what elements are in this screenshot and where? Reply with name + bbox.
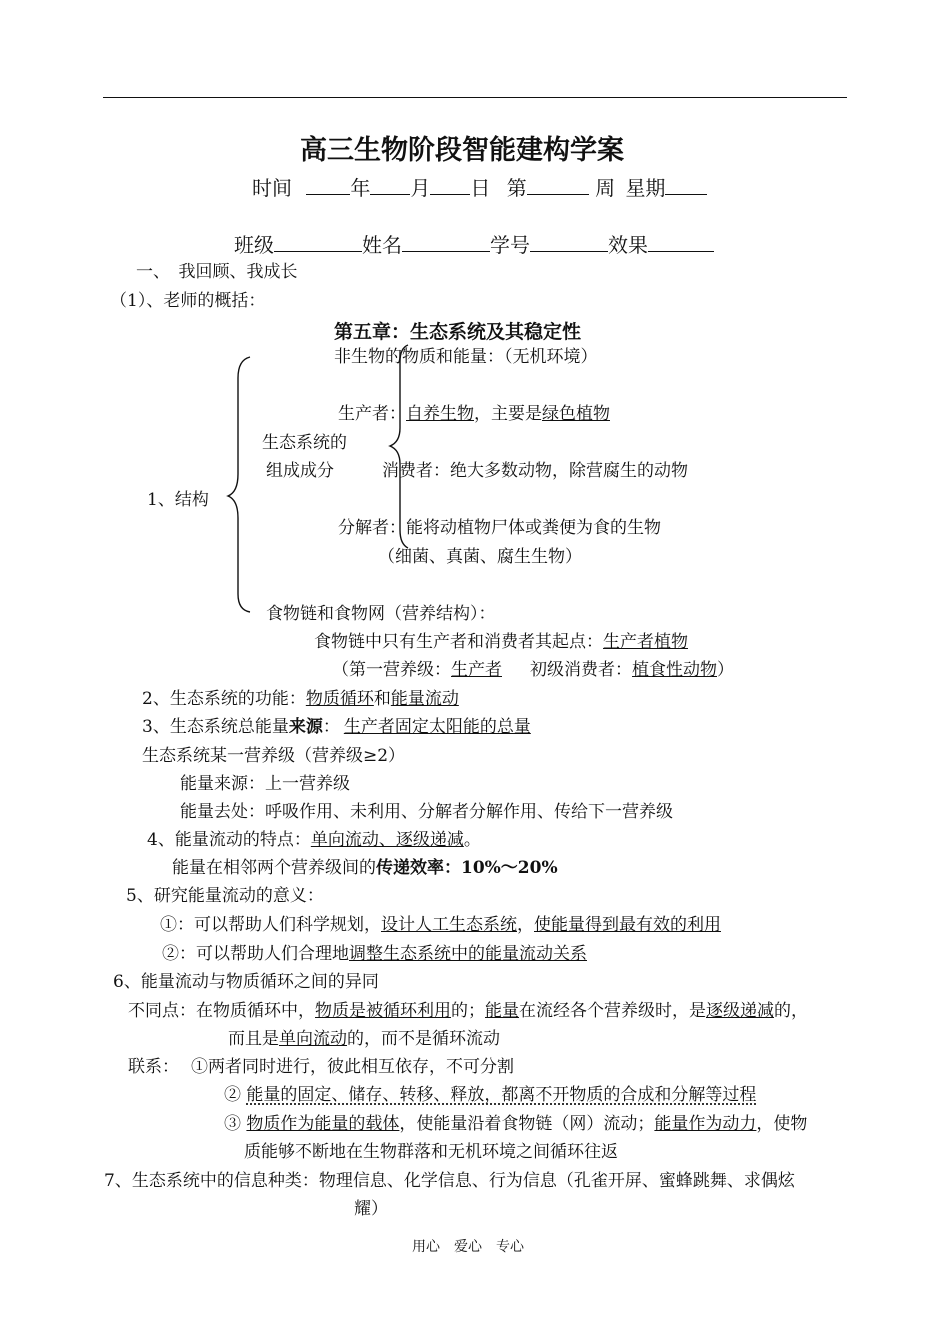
energy-input-line: 能量来源：上一营养级: [180, 774, 350, 794]
diff-mid-2: 在流经各个营养级时，是: [519, 1001, 706, 1021]
page-title: 高三生物阶段智能建构学案: [300, 135, 624, 166]
link-label: 联系：: [128, 1057, 179, 1077]
diff-line-2: [228, 1029, 500, 1049]
link-3-end: ，使物: [756, 1114, 808, 1134]
name-label: 姓名: [362, 233, 402, 257]
meaning-1-mid: ，: [517, 915, 534, 935]
diff-text: 不同点：在物质循环中，: [128, 1001, 315, 1021]
meaning-2: [162, 944, 587, 964]
week-label: 周: [595, 176, 616, 200]
link-3-mid: ，使能量沿着食物链（网）流动；: [399, 1114, 655, 1134]
teacher-summary: （1）、老师的概括：: [110, 291, 266, 311]
month-label: 月: [410, 176, 431, 200]
source-bold: 来源: [288, 717, 323, 737]
feature-line: [147, 830, 481, 850]
meaning-1: [160, 915, 721, 935]
number-label: 学号: [490, 233, 530, 257]
chain-start-line: [314, 632, 688, 652]
diff-line-1: [128, 1001, 808, 1021]
producer-mid: ，主要是: [474, 404, 542, 424]
diff-end: 的，: [774, 1001, 808, 1021]
producer-answer-a: 自养生物: [406, 404, 474, 424]
effect-label: 效果: [608, 233, 648, 257]
feature-end: 。: [463, 830, 481, 850]
diff2-end: 的，而不是循环流动: [347, 1029, 500, 1049]
structure-label: 1、结构: [147, 490, 209, 510]
primary-answer: 植食性动物: [632, 660, 717, 680]
chain-start-text: 食物链中只有生产者和消费者其起点：: [314, 632, 603, 652]
info-line-end: 耀）: [354, 1199, 388, 1219]
meaning-2-text: ②：可以帮助人们合理地: [162, 944, 349, 964]
function-line: [142, 689, 459, 709]
function-answer-b: 能量流动: [390, 689, 459, 709]
diff-mid-1: 的；: [451, 1001, 485, 1021]
link-3-answer-a: 物质作为能量的载体: [246, 1114, 400, 1134]
meaning-1-answer-b: 使能量得到最有效的利用: [534, 915, 721, 935]
info-line: 7、生态系统中的信息种类：物理信息、化学信息、行为信息（孔雀开屏、蜜蜂跳舞、求偶炫: [104, 1171, 795, 1191]
link-line-1: [128, 1057, 514, 1077]
feature-text: 4、能量流动的特点：: [147, 830, 311, 850]
link-line-3: [224, 1114, 807, 1134]
function-answer-a: 物质循环: [305, 689, 374, 709]
link-2-num: ②: [224, 1085, 247, 1105]
class-label: 班级: [234, 233, 274, 257]
function-text: 2、生态系统的功能：: [142, 689, 306, 709]
link-line-2: [224, 1085, 756, 1105]
link-1: ①两者同时进行，彼此相互依存，不可分割: [191, 1057, 514, 1077]
time-label: 时间: [252, 176, 292, 200]
diff-title: 6、能量流动与物质循环之间的异同: [113, 972, 379, 992]
year-label: 年: [350, 176, 371, 200]
source-colon: ：: [322, 717, 340, 737]
link-3-num: ③: [224, 1114, 247, 1134]
efficiency-bold: 传递效率: [376, 858, 444, 878]
section-heading: 一、 我回顾、我成长: [136, 262, 298, 282]
decomposer-line: 分解者：能将动植物尸体或粪便为食的生物: [338, 518, 661, 538]
day-label: 日: [470, 176, 491, 200]
page-footer: 用心 爱心 专心: [412, 1239, 524, 1255]
producer-label: 生产者：: [338, 404, 406, 424]
link-2-text: 能量的固定、储存、转移、释放，都离不开物质的合成和分解等过程: [246, 1085, 757, 1105]
diff2-answer: 单向流动: [279, 1029, 347, 1049]
meaning-2-answer: 调整生态系统中的能量流动关系: [349, 944, 587, 964]
primary-text: 初级消费者：: [530, 660, 632, 680]
level1-answer: 生产者: [451, 660, 502, 680]
function-mid: 和: [373, 689, 391, 709]
producer-line: [338, 404, 610, 424]
producer-answer-b: 绿色植物: [542, 404, 610, 424]
composition-label-1: 生态系统的: [262, 433, 347, 453]
trophic-level-title: 生态系统某一营养级（营养级≥2）: [142, 746, 406, 766]
weekday-label: 星期: [625, 176, 666, 200]
chapter-title: 第五章：生态系统及其稳定性: [334, 321, 582, 343]
foodweb-line: 食物链和食物网（营养结构）：: [266, 604, 496, 624]
level1-text: （第一营养级：: [332, 660, 451, 680]
efficiency-text: 能量在相邻两个营养级间的: [172, 858, 376, 878]
consumer-line: 消费者：绝大多数动物，除营腐生的动物: [382, 461, 688, 481]
energy-output-line: 能量去处：呼吸作用、未利用、分解者分解作用、传给下一营养级: [180, 802, 673, 822]
levels-line: [332, 660, 734, 680]
decomposer-examples: （细菌、真菌、腐生生物）: [378, 547, 582, 567]
source-answer: 生产者固定太阳能的总量: [343, 717, 531, 737]
primary-close: ）: [717, 660, 734, 680]
composition-label-2: 组成成分: [266, 461, 334, 481]
abiotic-line: 非生物的物质和能量：（无机环境）: [334, 347, 598, 367]
feature-answer: 单向流动、逐级递减: [310, 830, 464, 850]
week-prefix: 第: [506, 176, 527, 200]
efficiency-line: [172, 858, 558, 878]
diff2-text: 而且是: [228, 1029, 279, 1049]
link-3-answer-b: 能量作为动力: [654, 1114, 757, 1134]
link-line-3b: 质能够不断地在生物群落和无机环境之间循环往返: [244, 1142, 618, 1162]
diff-answer-a: 物质是被循环利用: [315, 1001, 451, 1021]
efficiency-value: ：10%～20%: [444, 858, 558, 878]
meaning-1-text: ①：可以帮助人们科学规划，: [160, 915, 381, 935]
diff-answer-b: 能量: [485, 1001, 519, 1021]
meaning-1-answer-a: 设计人工生态系统: [381, 915, 517, 935]
chain-start-answer: 生产者植物: [603, 632, 688, 652]
diff-answer-c: 逐级递减: [706, 1001, 774, 1021]
energy-source-line: [142, 717, 531, 737]
meaning-title: 5、研究能量流动的意义：: [126, 886, 324, 906]
source-text: 3、生态系统总能量: [142, 717, 289, 737]
